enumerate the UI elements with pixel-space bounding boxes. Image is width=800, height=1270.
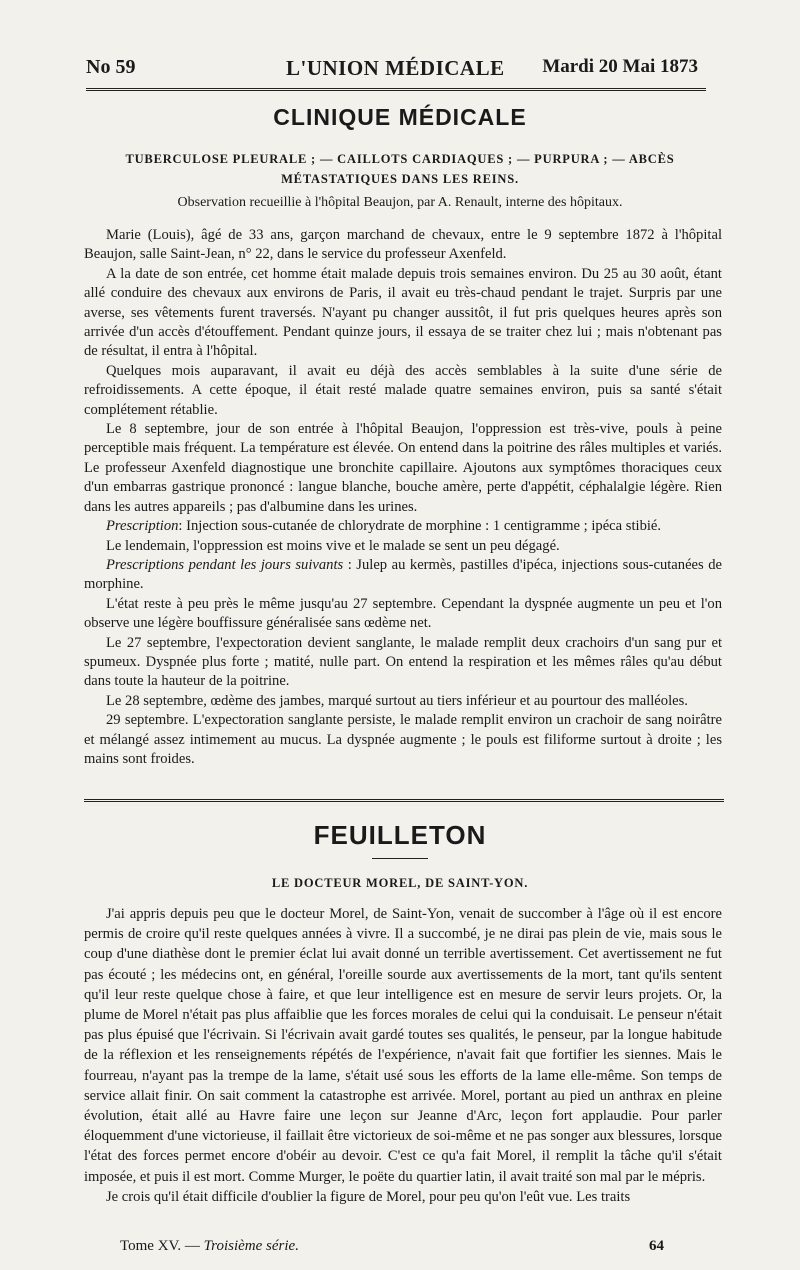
feuilleton-paragraph: J'ai appris depuis peu que le docteur Morel, de Saint-Yon, venait de succomber à l'âge où il est encore permis de croire qu'il reste quelques années à vivre. Il a succombé, je ne dirai pas plein de vie, mais sous le coup d'une diathèse dont le premier éclat lui avait donné un terrible avertissement. Cet avertissement ne fut pas écouté ; les médecins ont, en général, l'oreille sourde aux avertissements de la mort, tant qu'ils sentent qu'il leur reste quelque chose à faire, et que leur intelligence est en mesure de servir leurs projets. Or, la plume de Morel n'était pas plus affaiblie que les forces morales de celui qui la conduisait. Le penseur n'était pas plus épuisé que l'écrivain. Si l'écrivain avait gardé toutes ses qualités, le penseur, par la longue habitude de la réflexion et les renseignements répétés de l'expérience, n'avait fait que fortifier les siennes. Mais le fourreau, n'ayant pas la trempe de la lame, s'était usé sous les efforts de la lame elle-même. Son temps de service allait finir. On sait comment la catastrophe est arrivée. Morel, portant au pied un anthrax en pleine évolution, était allé au Havre faire une leçon sur Jeanne d'Arc, leçon fort applaudie. Pour parler éloquemment d'une victorieuse, il faillait être victorieux de soi-même et ne pas songer aux blessures, lorsque l'état des forces permet encore d'obéir au devoir. C'est ce qu'a fait Morel, il remplit la tâche qu'il s'était imposée, et puis il est mort. Comme Murger, le poëte du quartier latin, il avait traité son mal par le mépris. (84, 906, 722, 1185)
clinique-paragraph: L'état reste à peu près le même jusqu'au 27 septembre. Cependant la dyspnée augmente un peu et l'on observe une légère bouffissure généralisée sans œdème net. (84, 595, 722, 632)
clinique-title: CLINIQUE MÉDICALE (273, 104, 527, 130)
clinique-paragraph: Le lendemain, l'oppression est moins vive et le malade se sent un peu dégagé. (106, 537, 560, 554)
clinique-paragraph: Le 27 septembre, l'expectoration devient sanglante, le malade remplit deux crachoirs d'un sang pur et spumeux. Dyspnée plus forte ; matité, nulle part. On entend la respiration et les mêmes râles qu'au début dans toute la hauteur de la poitrine. (84, 634, 722, 690)
feuilleton-body (84, 904, 722, 1207)
prescription-paragraph (84, 517, 722, 536)
clinique-subtitle-2: MÉTASTATIQUES DANS LES REINS. (281, 172, 519, 186)
clinique-paragraph: Le 28 septembre, œdème des jambes, marqué surtout au tiers inférieur et au pourtour des malléoles. (106, 692, 688, 709)
journal-title: L'UNION MÉDICALE (286, 56, 505, 80)
prescription-label: Prescription (106, 518, 179, 535)
clinique-paragraph: Le 8 septembre, jour de son entrée à l'hôpital Beaujon, l'oppression est très-vive, pouls à peine perceptible mais fréquent. La température est élevée. On entend dans la poitrine des râles multiples et variés. Le professeur Axenfeld diagnostique une bronchite capillaire. Ajoutons aux symptômes thoraciques ceux d'un embarras gastrique prononcé : langue blanche, bouche amère, perte d'appétit, céphalalgie légère. Rien dans les autres appareils ; pas d'albumine dans les urines. (84, 421, 722, 515)
feuilleton-title: FEUILLETON (313, 820, 487, 850)
clinique-subtitle-1: TUBERCULOSE PLEURALE ; — CAILLOTS CARDIAQUES ; — PURPURA ; — ABCÈS (125, 152, 675, 166)
clinique-paragraph: Quelques mois auparavant, il avait eu déjà des accès semblables à la suite d'une série de refroidissements. A cette époque, il était resté malade quatre semaines environ, puis sa santé s'était complétement rétablie. (84, 362, 722, 418)
page-header (86, 50, 698, 84)
prescriptions-text: : Julep au kermès, pastilles d'ipéca, injections sous-cutanées de morphine. (84, 556, 723, 593)
footer-volume (120, 1238, 299, 1255)
feuilleton-underline (372, 858, 428, 859)
issue-number: No 59 (86, 56, 136, 78)
observation-line: Observation recueillie à l'hôpital Beaujon, par A. Renault, interne des hôpitaux. (177, 195, 623, 210)
issue-date: Mardi 20 Mai 1873 (542, 56, 698, 77)
prescriptions-paragraph (84, 556, 722, 595)
feuilleton-subtitle: LE DOCTEUR MOREL, DE SAINT-YON. (271, 876, 529, 890)
clinique-paragraph: 29 septembre. L'expectoration sanglante persiste, le malade remplit environ un crachoir de sang noirâtre et mélangé assez intimement au mucus. La dyspnée augmente ; le pouls est filiforme surtout à droite ; les mains sont froides. (84, 712, 722, 767)
clinique-paragraph: Marie (Louis), âgé de 33 ans, garçon marchand de chevaux, entre le 9 septembre 1872 à l'hôpital Beaujon, salle Saint-Jean, n° 22, dans le service du professeur Axenfeld. (84, 227, 722, 263)
clinique-body (84, 226, 722, 769)
header-rule (86, 88, 706, 91)
footer-serie: Troisième série. (203, 1238, 299, 1254)
section-rule (84, 799, 724, 802)
clinique-paragraph: A la date de son entrée, cet homme était malade depuis trois semaines environ. Du 25 au 30 août, étant allé conduire des chevaux aux environs de Paris, il avait eu très-chaud pendant le trajet. Surpris par une averse, ses vêtements furent traversés. N'ayant pu changer aussitôt, il fut pris quelques heures après son arrivée d'un accès d'étouffement. Pendant quinze jours, il essaya de se traiter chez lui ; mais n'obtenant pas de résultat, il entra à l'hôpital. (84, 265, 722, 360)
footer-tome: Tome XV. — (120, 1238, 204, 1254)
prescription-text: : Injection sous-cutanée de chlorydrate de morphine : 1 centigramme ; ipéca stibié. (178, 518, 662, 535)
page-number: 64 (649, 1238, 664, 1254)
feuilleton-paragraph: Je crois qu'il était difficile d'oublier la figure de Morel, pour peu qu'on l'eût vue. Les traits (106, 1188, 631, 1205)
page-footer (110, 1238, 670, 1260)
prescriptions-label: Prescriptions pendant les jours suivants (106, 556, 344, 573)
